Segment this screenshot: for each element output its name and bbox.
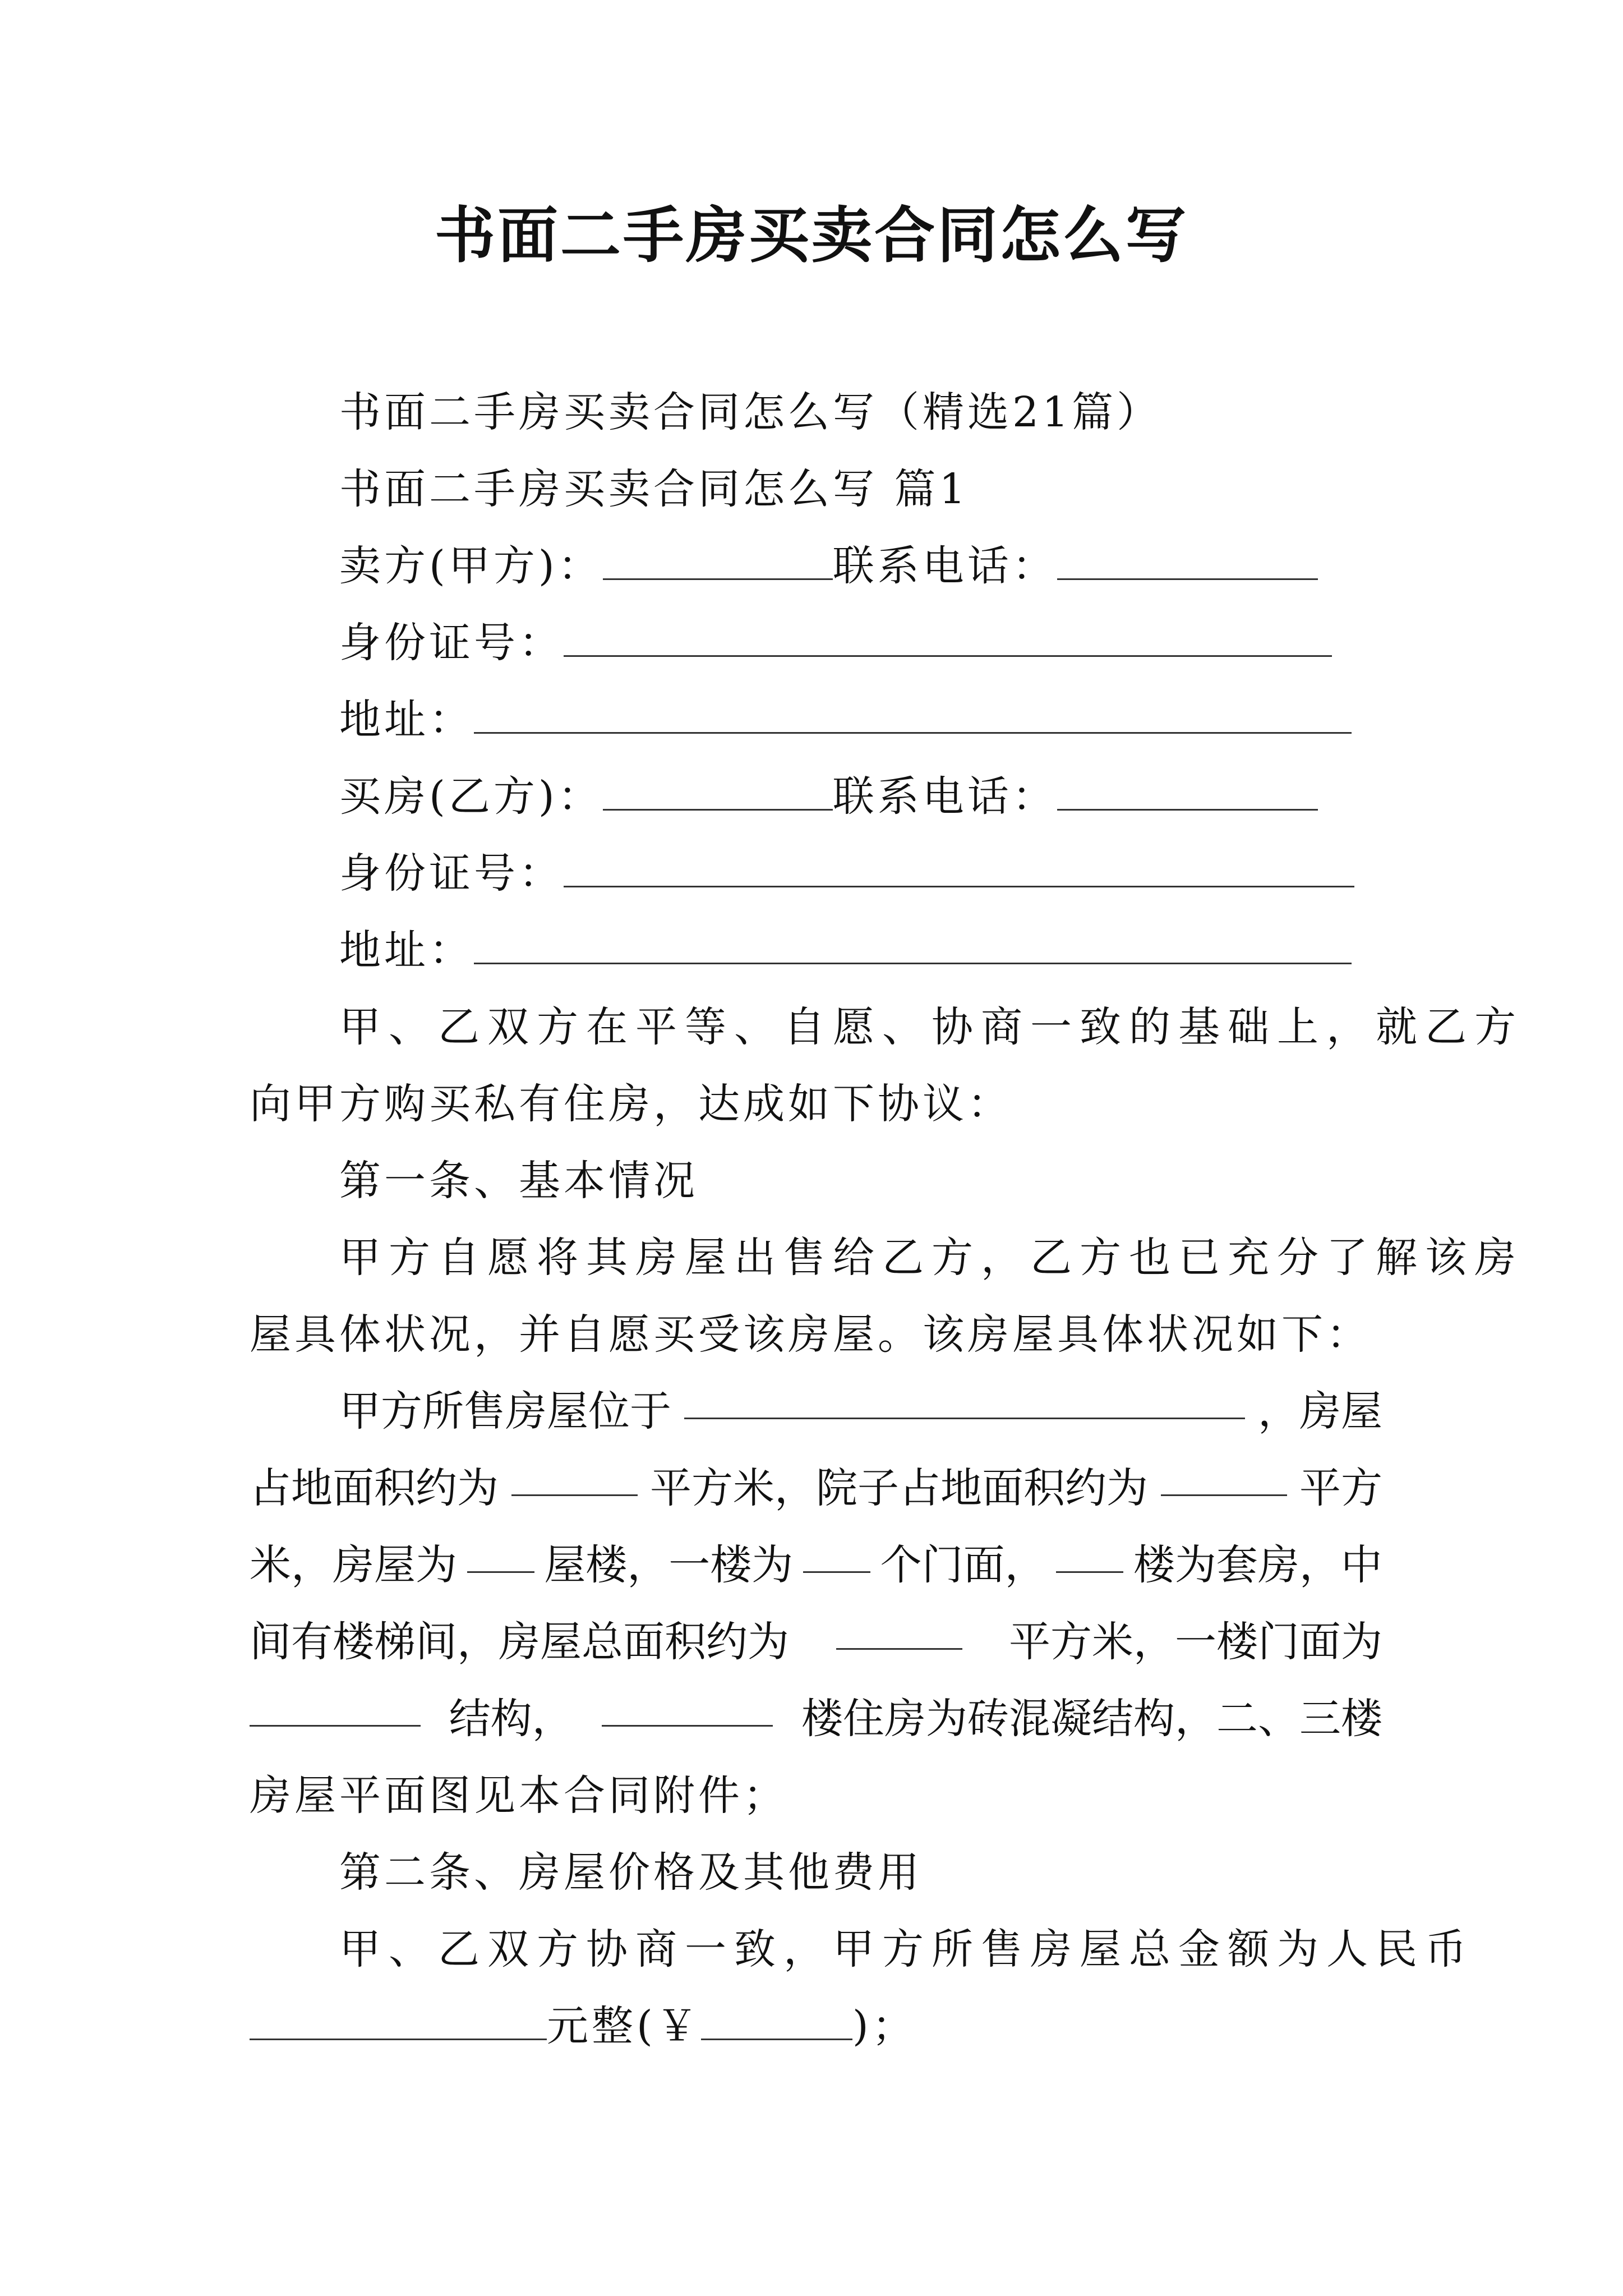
buyer-label: 买房(乙方)： [339, 772, 603, 821]
intro-line-2: 向甲方购买私有住房，达成如下协议： [250, 1080, 1012, 1128]
land-area-blank [511, 1457, 638, 1496]
buyer-address-label: 地址： [339, 926, 474, 974]
buyer-address-line [339, 919, 1352, 981]
buyer-phone-label: 联系电话： [832, 772, 1057, 821]
storefront-count-blank [803, 1534, 870, 1573]
total-area-blank [836, 1611, 962, 1650]
article-1-line-7 [250, 1688, 1382, 1750]
amount-digits-blank [701, 2001, 852, 2040]
suite-floor-blank [1056, 1534, 1123, 1573]
article-2-line-1: 甲、乙双方协商一致，甲方所售房屋总金额为人民币 [339, 1925, 1474, 1973]
floors-blank [467, 1534, 534, 1573]
yard-area-label: 平方米，院子占地面积约为 [650, 1464, 1148, 1512]
seller-phone-blank [1057, 541, 1318, 580]
seller-address-blank [474, 695, 1352, 734]
land-area-label: 占地面积约为 [250, 1464, 499, 1512]
storefront-label: 个门面， [880, 1541, 1046, 1589]
article-1-line-5 [250, 1534, 1382, 1596]
article-2-title: 第二条、房屋价格及其他费用 [339, 1848, 923, 1897]
document-title: 书面二手房买卖合同怎么写 [434, 200, 1188, 271]
amount-close: )； [852, 2002, 917, 2050]
article-1-line-3 [339, 1381, 1382, 1442]
seller-name-blank [603, 541, 833, 580]
seller-label: 卖方(甲方)： [339, 542, 603, 590]
article-1-line-8: 房屋平面图见本合同附件； [250, 1772, 788, 1820]
structure-blank [250, 1688, 421, 1727]
residence-label: 楼住房为砖混凝结构，二、三楼 [801, 1695, 1382, 1743]
seller-phone-label: 联系电话： [832, 542, 1057, 590]
amount-words-blank [250, 2001, 547, 2040]
amount-label: 元整(￥ [547, 2002, 701, 2050]
storefront-structure-label: 平方米，一楼门面为 [1009, 1618, 1382, 1666]
subtitle: 书面二手房买卖合同怎么写（精选21篇） [339, 388, 1162, 436]
residence-floor-blank [602, 1688, 773, 1727]
buyer-address-blank [474, 926, 1352, 964]
total-area-label: 间有楼梯间，房屋总面积约为 [250, 1618, 789, 1666]
seller-id-label: 身份证号： [339, 619, 564, 667]
article-1-line-4 [250, 1457, 1382, 1519]
article-1-title: 第一条、基本情况 [339, 1157, 698, 1205]
buyer-phone-blank [1057, 772, 1318, 811]
sq-unit-label: 平方 [1299, 1464, 1382, 1512]
structure-label: 结构， [449, 1695, 574, 1743]
article-1-line-2: 屋具体状况，并自愿买受该房屋。该房屋具体状况如下： [250, 1310, 1371, 1359]
location-blank [684, 1381, 1245, 1419]
buyer-id-line [339, 843, 1354, 904]
buyer-id-label: 身份证号： [339, 849, 564, 898]
suite-label: 楼为套房，中 [1133, 1541, 1382, 1589]
article-2-line-2 [250, 1995, 917, 2057]
yard-area-blank [1161, 1457, 1287, 1496]
first-floor-label: 屋楼，一楼为 [544, 1541, 794, 1589]
seller-line [339, 535, 1318, 597]
seller-id-line [339, 612, 1332, 674]
article-1-line-1: 甲方自愿将其房屋出售给乙方，乙方也已充分了解该房 [339, 1234, 1524, 1282]
intro-line-1: 甲、乙双方在平等、自愿、协商一致的基础上，就乙方 [339, 1003, 1524, 1051]
buyer-id-blank [564, 849, 1354, 887]
section-heading: 书面二手房买卖合同怎么写 篇1 [339, 465, 969, 513]
location-label: 甲方所售房屋位于 [339, 1387, 671, 1435]
floors-label: 米，房屋为 [250, 1541, 457, 1589]
seller-address-line [339, 689, 1352, 751]
article-1-line-6 [250, 1611, 1382, 1673]
buyer-line [339, 766, 1318, 827]
house-label: ，房屋 [1258, 1387, 1382, 1435]
seller-id-blank [564, 618, 1332, 657]
seller-address-label: 地址： [339, 696, 474, 744]
buyer-name-blank [603, 772, 833, 811]
